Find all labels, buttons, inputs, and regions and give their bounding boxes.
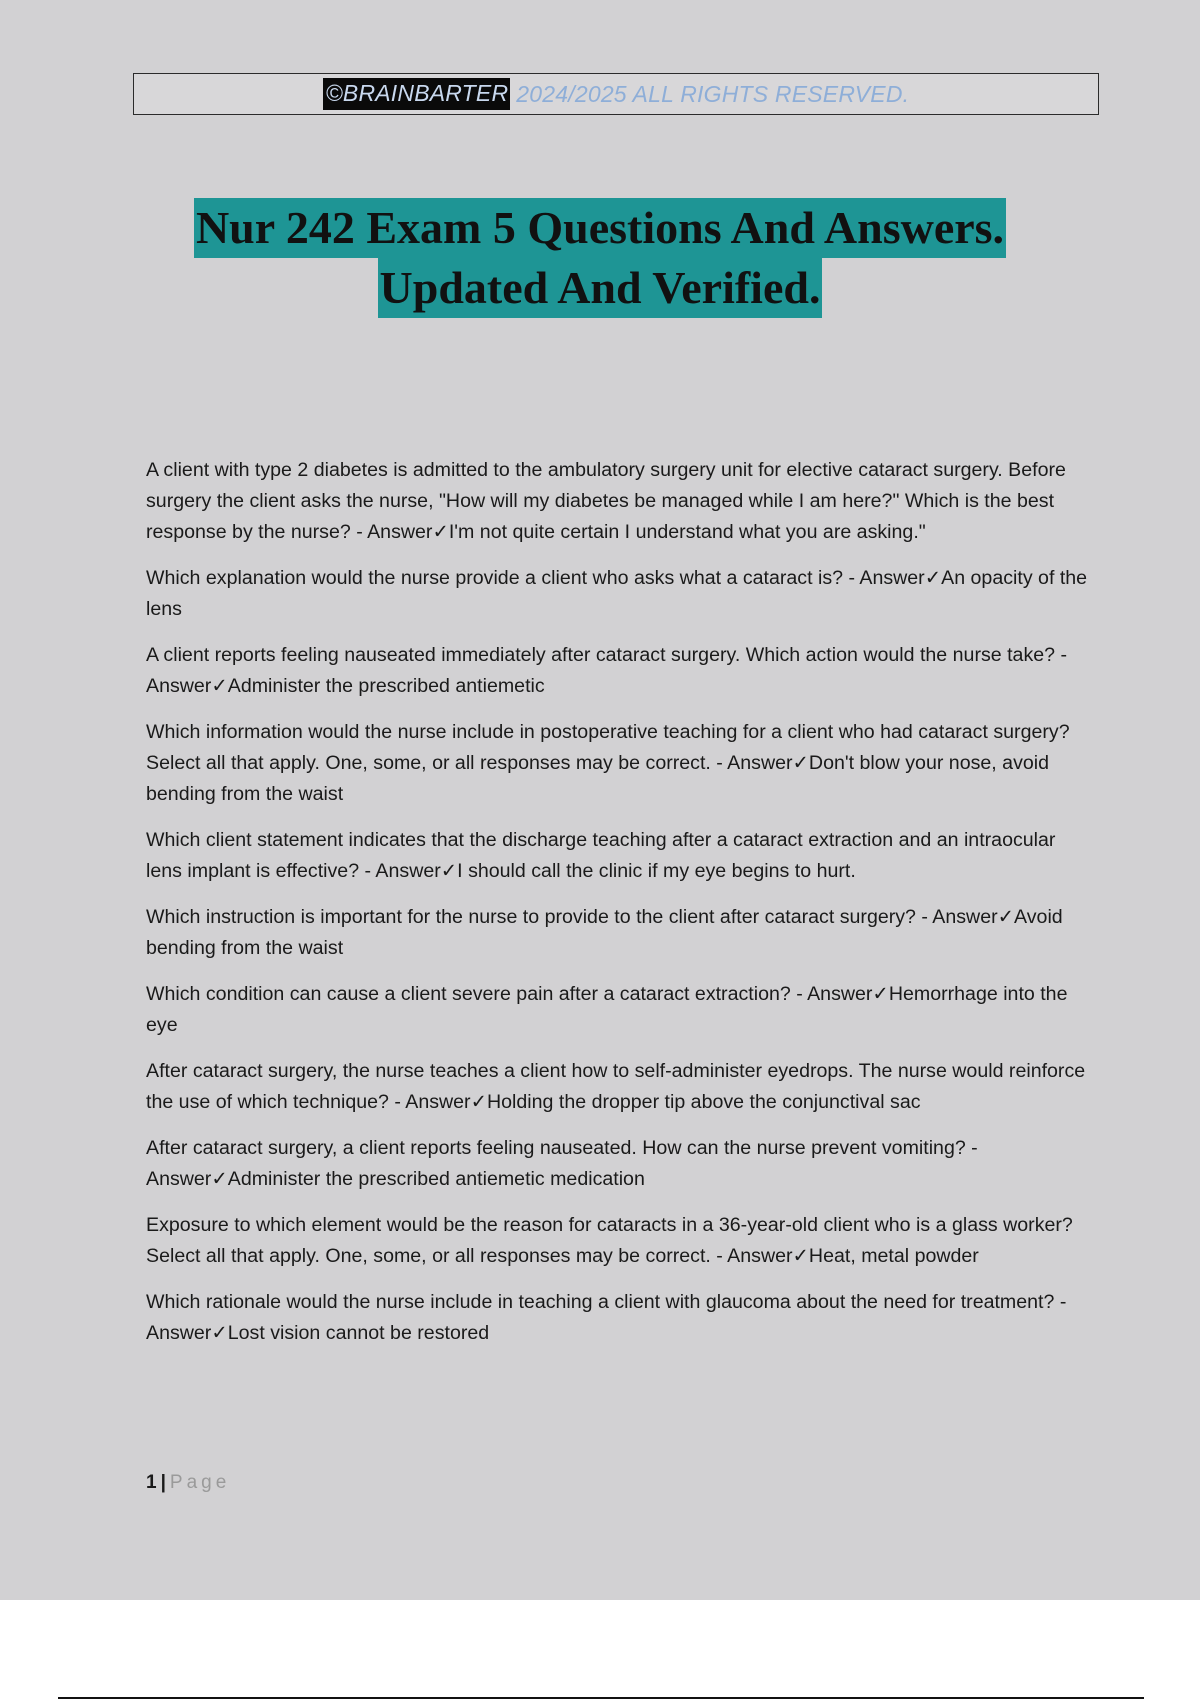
qa-item: Exposure to which element would be the reason for cataracts in a 36-year-old client who is a glass worker? Select all that apply. One, some, or all responses may be correct. - Answer✓Heat, metal powder	[146, 1214, 1073, 1267]
copyright-header	[133, 73, 1099, 115]
qa-list	[146, 455, 1091, 1364]
qa-item: Which condition can cause a client severe pain after a cataract extraction? - Answer✓Hemorrhage into the eye	[146, 983, 1068, 1036]
page-footer	[146, 1472, 230, 1494]
qa-item: A client reports feeling nauseated immediately after cataract surgery. Which action would the nurse take? - Answer✓Administer the prescribed antiemetic	[146, 644, 1068, 697]
footer-separator: |	[160, 1472, 166, 1493]
qa-item: Which information would the nurse include in postoperative teaching for a client who had cataract surgery? Select all that apply. One, some, or all responses may be correct. - Answer✓Don't blow your nose, avoid bending from the waist	[146, 721, 1070, 805]
document-title	[0, 198, 1200, 318]
page-number: 1	[146, 1472, 157, 1493]
qa-item: Which explanation would the nurse provide a client who asks what a cataract is? - Answer✓An opacity of the lens	[146, 567, 1088, 620]
qa-item: Which client statement indicates that the discharge teaching after a cataract extraction and an intraocular lens implant is effective? - Answer✓I should call the clinic if my eye begins to hurt.	[146, 829, 1056, 882]
bottom-divider	[58, 1697, 1144, 1699]
qa-item: After cataract surgery, a client reports feeling nauseated. How can the nurse prevent vomiting? - Answer✓Administer the prescribed antiemetic medication	[146, 1137, 978, 1190]
qa-item: A client with type 2 diabetes is admitted to the ambulatory surgery unit for elective cataract surgery. Before surgery the client asks the nurse, "How will my diabetes be managed while I am here?" Which is the best response by the nurse? - Answer✓I'm not quite certain I understand what you are asking."	[146, 459, 1066, 543]
qa-item: Which instruction is important for the nurse to provide to the client after cataract surgery? - Answer✓Avoid bending from the waist	[146, 906, 1063, 959]
title-line-1: Nur 242 Exam 5 Questions And Answers.	[194, 198, 1006, 258]
rights-label: 2024/2025 ALL RIGHTS RESERVED.	[516, 80, 910, 107]
brand-label: ©BRAINBARTER	[323, 78, 511, 110]
page-label: Page	[169, 1472, 231, 1493]
title-line-2: Updated And Verified.	[378, 258, 823, 318]
qa-item: After cataract surgery, the nurse teaches a client how to self-administer eyedrops. The nurse would reinforce the use of which technique? - Answer✓Holding the dropper tip above the conjunctival sac	[146, 1060, 1086, 1113]
qa-item: Which rationale would the nurse include in teaching a client with glaucoma about the need for treatment? - Answer✓Lost vision cannot be restored	[146, 1291, 1067, 1344]
